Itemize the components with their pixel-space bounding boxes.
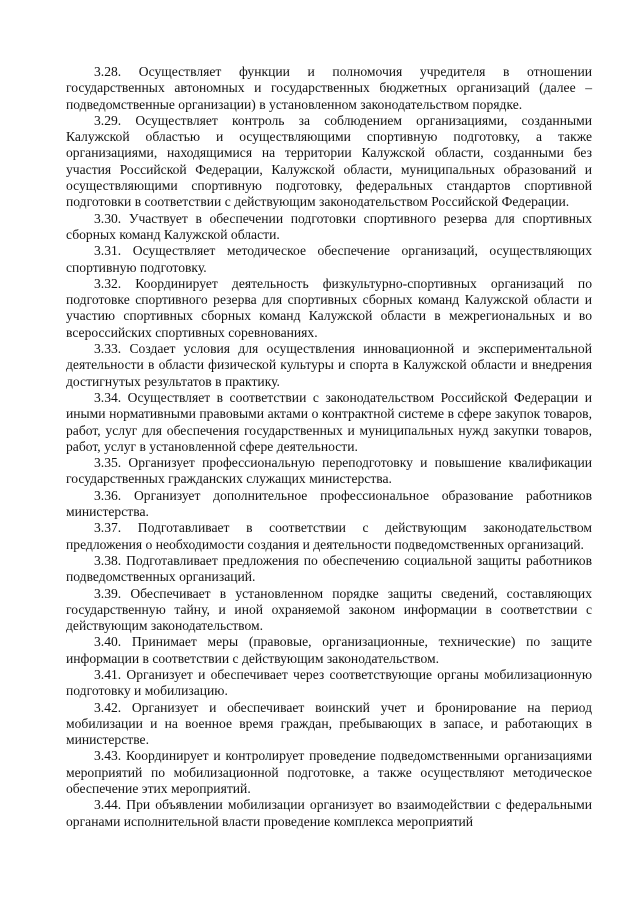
paragraph-3-36: 3.36. Организует дополнительное профессиональное образование работников министерства. [66, 487, 592, 520]
paragraph-3-32: 3.32. Координирует деятельность физкультурно-спортивных организаций по подготовке спортивного резерва для спортивных сборных команд Калужской области и участию спортивных сборных команд Калужской области в межрегиональных и во всероссийских спортивных соревнованиях. [66, 275, 592, 340]
paragraph-3-41: 3.41. Организует и обеспечивает через соответствующие органы мобилизационную подготовку и мобилизацию. [66, 666, 592, 699]
paragraph-3-29: 3.29. Осуществляет контроль за соблюдением организациями, созданными Калужской областью и осуществляющими спортивную подготовку, а также организациями, находящимися на территории Калужской области, созданными без участия Российской Федерации, Калужской области, муниципальных образований и осуществляющими спортивную подготовку, федеральных стандартов спортивной подготовки в соответствии с действующим законодательством Российской Федерации. [66, 112, 592, 210]
paragraph-3-35: 3.35. Организует профессиональную переподготовку и повышение квалификации государственных гражданских служащих министерства. [66, 455, 592, 487]
paragraph-3-44: 3.44. При объявлении мобилизации организует во взаимодействии с федеральными органами исполнительной власти проведение комплекса мероприятий [66, 797, 592, 829]
paragraph-3-37: 3.37. Подготавливает в соответствии с действующим законодательством предложения о необходимости создания и деятельности подведомственных организаций. [66, 520, 592, 552]
paragraph-3-38: 3.38. Подготавливает предложения по обеспечению социальной защиты работников подведомственных организаций. [66, 552, 592, 585]
paragraph-3-42: 3.42. Организует и обеспечивает воинский учет и бронирование на период мобилизации и на военное время граждан, пребывающих в запасе, и работающих в министерстве. [66, 699, 592, 748]
paragraph-3-28: 3.28. Осуществляет функции и полномочия учредителя в отношении государственных автономных и государственных бюджетных организаций (далее – подведомственные организации) в установленном законодательством порядке. [66, 64, 592, 112]
paragraph-3-31: 3.31. Осуществляет методическое обеспечение организаций, осуществляющих спортивную подготовку. [66, 243, 592, 275]
paragraph-3-43: 3.43. Координирует и контролирует проведение подведомственными организациями мероприятий по мобилизационной подготовке, а также осуществляют методическое обеспечение этих мероприятий. [66, 748, 592, 797]
paragraph-3-33: 3.33. Создает условия для осуществления инновационной и экспериментальной деятельности в области физической культуры и спорта в Калужской области и внедрения достигнутых результатов в практику. [66, 341, 592, 389]
paragraph-3-34: 3.34. Осуществляет в соответствии с законодательством Российской Федерации и иными нормативными правовыми актами о контрактной системе в сфере закупок товаров, работ, услуг для обеспечения государственных и муниципальных нужд закупки товаров, работ, услуг в установленной сфере деятельности. [66, 389, 592, 454]
document-page [66, 64, 592, 830]
paragraph-3-39: 3.39. Обеспечивает в установленном порядке защиты сведений, составляющих государственную тайну, и иной охраняемой законом информации в соответствии с действующим законодательством. [66, 585, 592, 634]
paragraph-3-40: 3.40. Принимает меры (правовые, организационные, технические) по защите информации в соответствии с действующим законодательством. [66, 634, 592, 666]
paragraph-3-30: 3.30. Участвует в обеспечении подготовки спортивного резерва для спортивных сборных команд Калужской области. [66, 210, 592, 242]
